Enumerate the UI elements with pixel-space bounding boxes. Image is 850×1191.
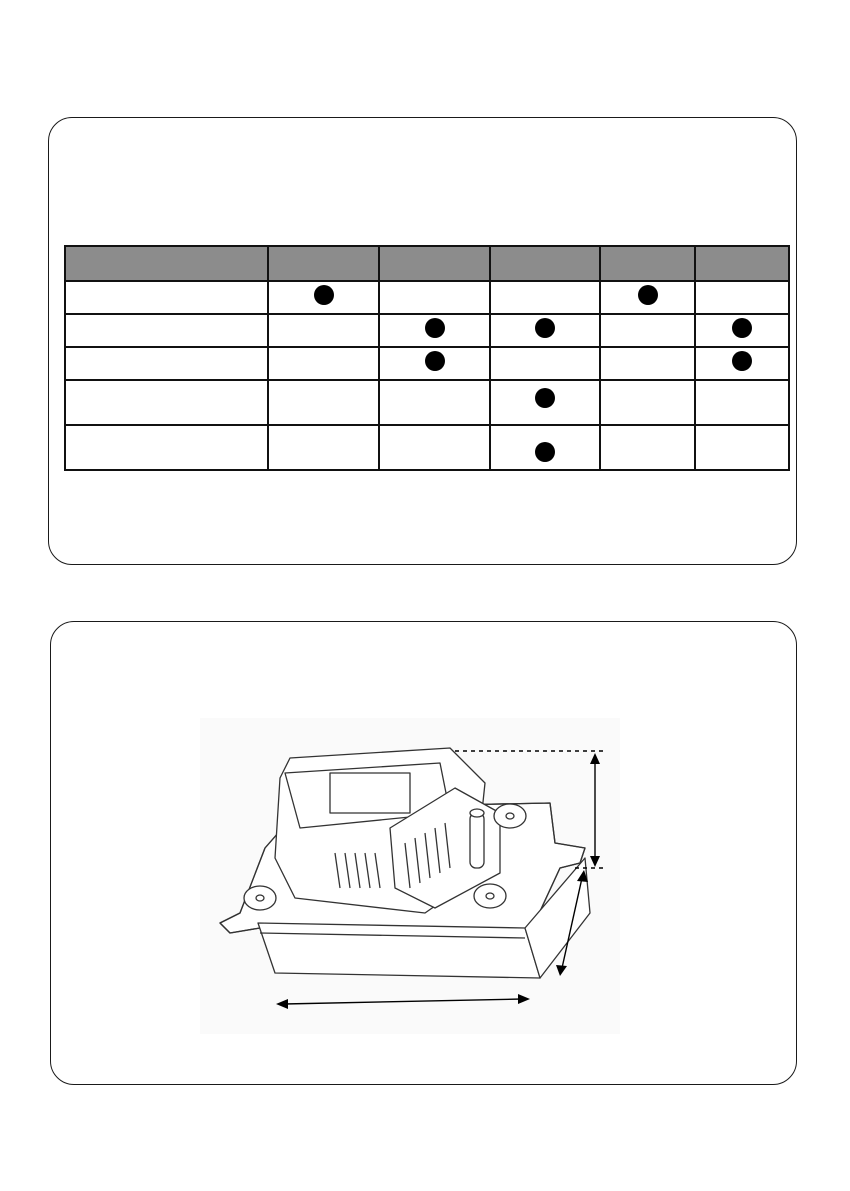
table-cell [379,425,490,470]
marker-dot [535,318,555,338]
table-cell [379,281,490,314]
column-header [600,246,695,281]
marker-dot [425,351,445,371]
marker-dot [638,285,658,305]
row-label [65,425,268,470]
table-cell [695,347,789,380]
table-cell [600,281,695,314]
row-label [65,380,268,425]
table-cell [379,347,490,380]
table-cell [490,380,600,425]
table-cell [379,380,490,425]
table-cell [600,347,695,380]
table-row [65,347,789,380]
table-cell [490,347,600,380]
row-label [65,281,268,314]
marker-dot [535,388,555,408]
table-cell [695,425,789,470]
table-cell [268,347,379,380]
table-cell [695,314,789,347]
table-header-row [65,246,789,281]
table-row [65,425,789,470]
table-cell [695,281,789,314]
compatibility-table [64,245,790,471]
table-cell [600,380,695,425]
table-cell [268,281,379,314]
table-cell [695,380,789,425]
marker-dot [314,285,334,305]
outlet-pipe [470,809,484,868]
marker-dot [425,318,445,338]
marker-dot [732,318,752,338]
table-row [65,281,789,314]
motor-cover [275,748,500,913]
table-cell [268,380,379,425]
column-header [695,246,789,281]
table-row [65,380,789,425]
column-header [379,246,490,281]
row-label [65,347,268,380]
column-header [65,246,268,281]
table-cell [490,281,600,314]
table-cell [379,314,490,347]
marker-dot [535,442,555,462]
table-cell [490,425,600,470]
table-cell [268,425,379,470]
marker-dot [732,351,752,371]
pump-dimension-drawing [200,718,620,1034]
row-label [65,314,268,347]
column-header [268,246,379,281]
table-cell [600,314,695,347]
column-header [490,246,600,281]
table-cell [268,314,379,347]
table-cell [600,425,695,470]
table-row [65,314,789,347]
table-cell [490,314,600,347]
